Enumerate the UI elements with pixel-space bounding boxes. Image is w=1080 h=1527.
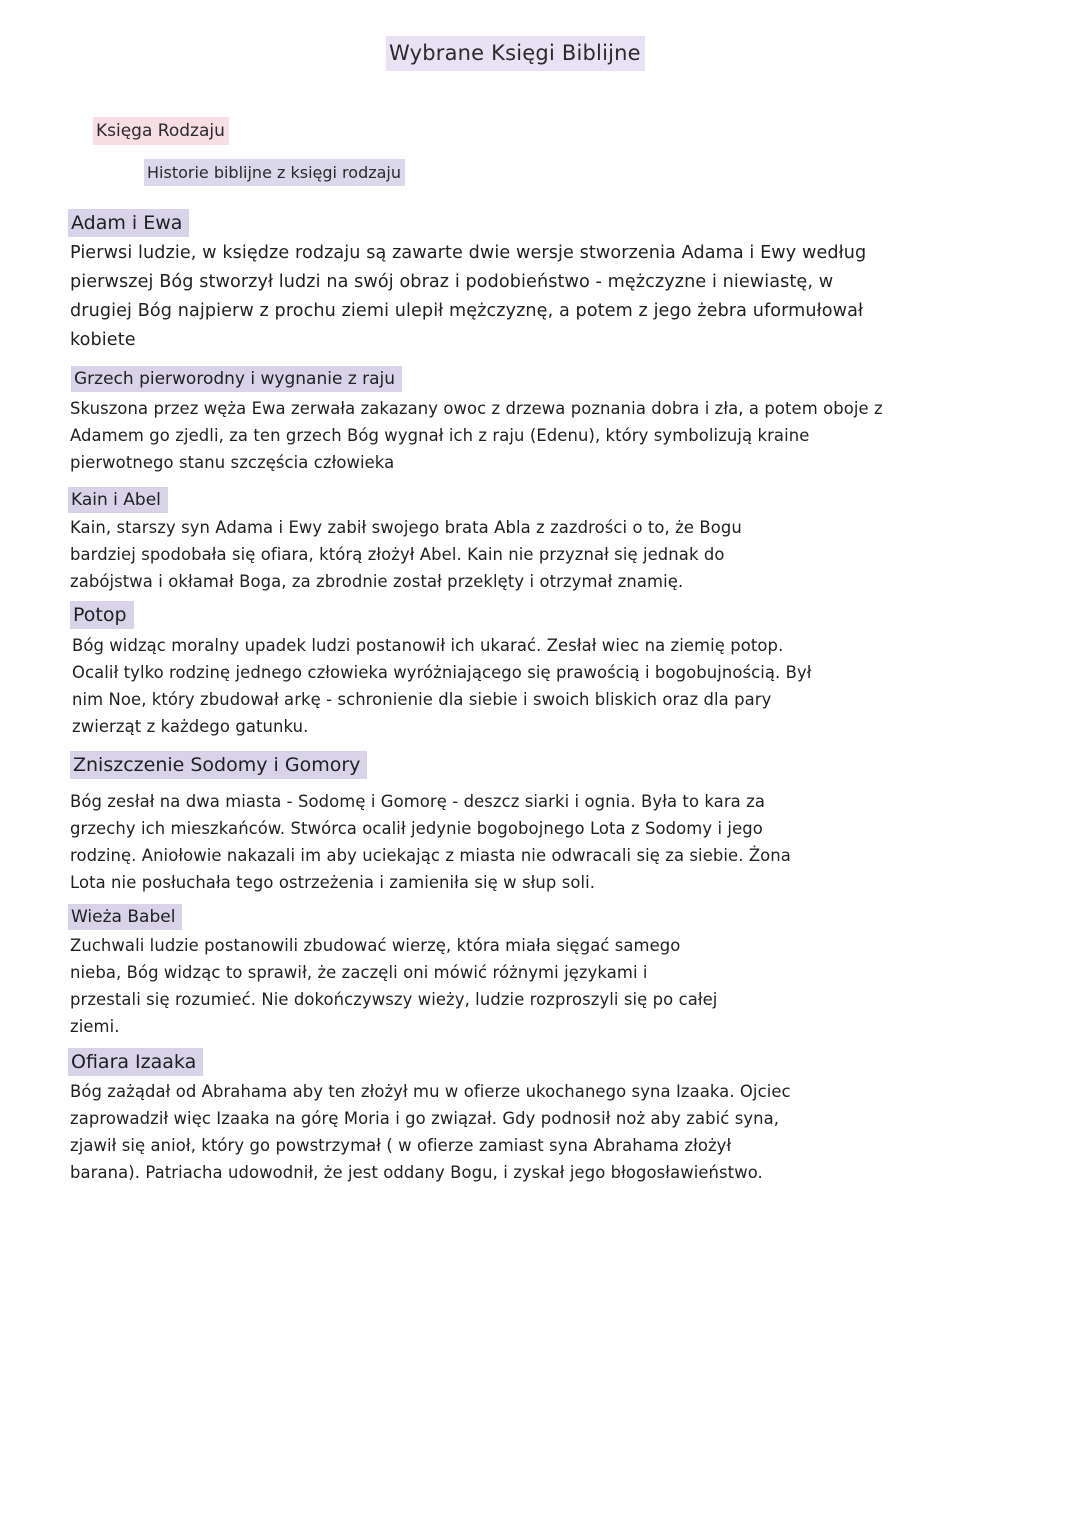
body-line: Ocalił tylko rodzinę jednego człowieka wyróżniającego się prawością i bogobujnością. Był xyxy=(72,663,812,682)
body-line: barana). Patriacha udowodnił, że jest oddany Bogu, i zyskał jego błogosławieństwo. xyxy=(70,1163,763,1182)
section-heading: Adam i Ewa xyxy=(68,209,189,237)
section-heading: Wieża Babel xyxy=(68,904,182,930)
body-line: Kain, starszy syn Adama i Ewy zabił swojego brata Abla z zazdrości o to, że Bogu xyxy=(70,518,742,537)
section-body xyxy=(70,788,988,896)
body-line: drugiej Bóg najpierw z prochu ziemi ulepił mężczyznę, a potem z jego żebra uformułował xyxy=(70,301,864,321)
section-heading: Ofiara Izaaka xyxy=(68,1048,203,1076)
section-kain-i-abel xyxy=(68,487,988,595)
body-line: pierwotnego stanu szczęścia człowieka xyxy=(70,453,395,472)
body-line: zwierząt z każdego gatunku. xyxy=(72,717,309,736)
subtitle-label: Historie biblijne z księgi rodzaju xyxy=(144,159,405,186)
body-line: Bóg zażądał od Abrahama aby ten złożył mu w ofierze ukochanego syna Izaaka. Ojciec xyxy=(70,1082,791,1101)
body-line: Zuchwali ludzie postanowili zbudować wierzę, która miała sięgać samego xyxy=(70,936,681,955)
body-line: zaprowadził więc Izaaka na górę Moria i go związał. Gdy podnosił noż aby zabić syna, xyxy=(70,1109,780,1128)
body-line: Lota nie posłuchała tego ostrzeżenia i zamieniła się w słup soli. xyxy=(70,873,596,892)
document-title: Wybrane Księgi Biblijne xyxy=(386,36,645,71)
section-body xyxy=(70,932,988,1040)
section-body xyxy=(70,514,988,595)
section-wieza-babel xyxy=(68,904,988,1040)
body-line: bardziej spodobała się ofiara, którą złożył Abel. Kain nie przyznał się jednak do xyxy=(70,545,725,564)
body-line: ziemi. xyxy=(70,1017,120,1036)
section-body xyxy=(72,632,988,740)
body-line: rodzinę. Aniołowie nakazali im aby uciekając z miasta nie odwracali się za siebie. Żona xyxy=(70,846,791,865)
section-grzech-pierworodny xyxy=(68,366,988,476)
body-line: nim Noe, który zbudował arkę - schronienie dla siebie i swoich bliskich oraz dla pary xyxy=(72,690,772,709)
section-adam-i-ewa xyxy=(68,209,988,355)
body-line: przestali się rozumieć. Nie dokończywszy wieży, ludzie rozproszyli się po całej xyxy=(70,990,718,1009)
body-line: Bóg zesłał na dwa miasta - Sodomę i Gomorę - deszcz siarki i ognia. Była to kara za xyxy=(70,792,765,811)
body-line: kobiete xyxy=(70,330,136,350)
section-heading: Grzech pierworodny i wygnanie z raju xyxy=(71,366,402,392)
body-line: zjawił się anioł, który go powstrzymał ( w ofierze zamiast syna Abrahama złożył xyxy=(70,1136,732,1155)
body-line: grzechy ich mieszkańców. Stwórca ocalił jedynie bogobojnego Lota z Sodomy i jego xyxy=(70,819,763,838)
section-ofiara-izaaka xyxy=(68,1048,988,1186)
body-line: Skuszona przez węża Ewa zerwała zakazany owoc z drzewa poznania dobra i zła, a potem oboje z xyxy=(70,399,883,418)
section-body xyxy=(70,395,988,476)
section-potop xyxy=(68,601,988,740)
body-line: pierwszej Bóg stworzył ludzi na swój obraz i podobieństwo - mężczyzne i niewiastę, w xyxy=(70,272,834,292)
body-line: Bóg widząc moralny upadek ludzi postanowił ich ukarać. Zesłał wiec na ziemię potop. xyxy=(72,636,784,655)
section-sodoma-i-gomora xyxy=(68,751,988,896)
body-line: zabójstwa i okłamał Boga, za zbrodnie został przeklęty i otrzymał znamię. xyxy=(70,572,684,591)
body-line: Adamem go zjedli, za ten grzech Bóg wygnał ich z raju (Edenu), który symbolizują kraine xyxy=(70,426,810,445)
section-heading: Kain i Abel xyxy=(68,487,168,513)
body-line: Pierwsi ludzie, w księdze rodzaju są zawarte dwie wersje stworzenia Adama i Ewy według xyxy=(70,243,867,263)
book-label: Księga Rodzaju xyxy=(93,117,229,145)
section-heading: Zniszczenie Sodomy i Gomory xyxy=(70,751,367,779)
section-body xyxy=(70,239,988,355)
section-heading: Potop xyxy=(70,601,134,629)
body-line: nieba, Bóg widząc to sprawił, że zaczęli oni mówić różnymi językami i xyxy=(70,963,648,982)
section-body xyxy=(70,1078,988,1186)
